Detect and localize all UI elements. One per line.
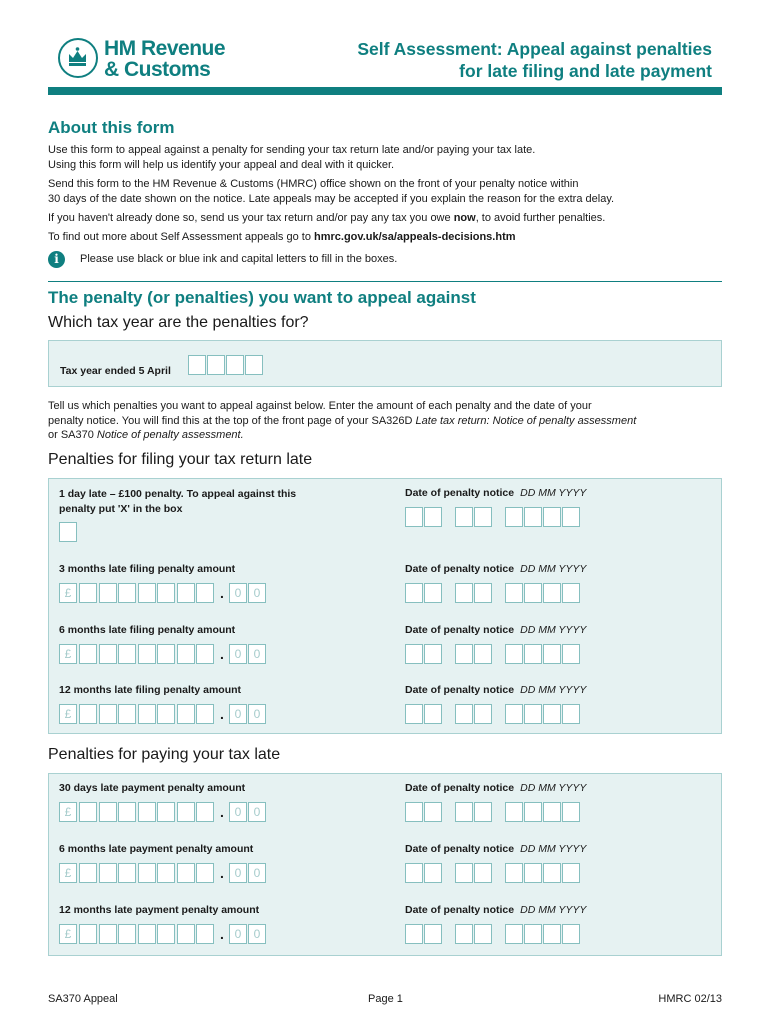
payment-6m-date-digit-7[interactable] bbox=[543, 863, 561, 883]
payment-30d-amount-digit-4[interactable] bbox=[138, 802, 156, 822]
footer-form-id: SA370 Appeal bbox=[48, 993, 118, 1005]
form-title-line-2: for late filing and late payment bbox=[459, 61, 712, 81]
payment-30d-pence-2: 0 bbox=[248, 802, 266, 822]
payment-6m-amount-digit-6[interactable] bbox=[177, 863, 195, 883]
about-paragraph-4 bbox=[48, 230, 718, 245]
filing-12m-date-digit-4[interactable] bbox=[474, 704, 492, 724]
penalty-heading: The penalty (or penalties) you want to appeal against bbox=[48, 288, 476, 307]
filing-12m-date-digit-3[interactable] bbox=[455, 704, 473, 724]
logo-line-2: & Customs bbox=[104, 58, 211, 81]
payment-12m-date-digit-4[interactable] bbox=[474, 924, 492, 944]
intro-line-3 bbox=[48, 428, 718, 443]
payment-12m-date-digit-1[interactable] bbox=[405, 924, 423, 944]
form-title-line-1: Self Assessment: Appeal against penalties bbox=[357, 39, 712, 59]
payment-12m-date-label bbox=[405, 904, 586, 916]
payment-12m-date-digit-5[interactable] bbox=[505, 924, 523, 944]
payment-6m-date-label-text: Date of penalty notice bbox=[405, 843, 515, 855]
footer-page-number: Page 1 bbox=[368, 993, 403, 1005]
payment-30d-label: 30 days late payment penalty amount bbox=[59, 782, 246, 794]
payment-30d-date-digit-7[interactable] bbox=[543, 802, 561, 822]
payment-12m-date-digit-6[interactable] bbox=[524, 924, 542, 944]
about-p2-line-2: 30 days of the date shown on the notice. Late appeals may be accepted if you explain the reason for the extra delay. bbox=[48, 192, 615, 205]
filing-6m-pence-2: 0 bbox=[248, 644, 266, 664]
payment-6m-amount-digit-3[interactable] bbox=[118, 863, 136, 883]
payment-12m-date-digit-2[interactable] bbox=[424, 924, 442, 944]
filing-6m-amount-digit-3[interactable] bbox=[118, 644, 136, 664]
payment-6m-date-digit-8[interactable] bbox=[562, 863, 580, 883]
filing-6m-currency-box: £ bbox=[59, 644, 77, 664]
payment-30d-pence-1: 0 bbox=[229, 802, 247, 822]
payment-12m-amount-digit-6[interactable] bbox=[177, 924, 195, 944]
payment-6m-date-digit-2[interactable] bbox=[424, 863, 442, 883]
payment-6m-amount-digit-1[interactable] bbox=[79, 863, 97, 883]
about-p3-tail: , to avoid further penalties. bbox=[475, 212, 606, 224]
payment-12m-amount-digit-5[interactable] bbox=[157, 924, 175, 944]
payment-30d-date-digit-8[interactable] bbox=[562, 802, 580, 822]
tax-year-digit-1[interactable] bbox=[188, 355, 206, 375]
filing-3m-amount-digit-2[interactable] bbox=[99, 583, 117, 603]
one-day-date-format: DD MM YYYY bbox=[520, 487, 587, 499]
filing-3m-pence-2: 0 bbox=[248, 583, 266, 603]
payment-30d-date-digit-4[interactable] bbox=[474, 802, 492, 822]
about-p3-text: If you haven't already done so, send us your tax return and/or pay any tax you owe bbox=[48, 212, 454, 224]
filing-heading: Penalties for filing your tax return late bbox=[48, 451, 313, 468]
intro-line-2-italic: Late tax return: Notice of penalty assessment bbox=[415, 414, 637, 427]
filing-12m-amount-digit-2[interactable] bbox=[99, 704, 117, 724]
filing-3m-date-digit-3[interactable] bbox=[455, 583, 473, 603]
one-day-date-digit-2[interactable] bbox=[424, 507, 442, 527]
one-day-date-digit-3[interactable] bbox=[455, 507, 473, 527]
appeals-link[interactable]: hmrc.gov.uk/sa/appeals-decisions.htm bbox=[314, 231, 516, 243]
filing-6m-date-digit-6[interactable] bbox=[524, 644, 542, 664]
payment-6m-decimal-point: . bbox=[220, 865, 224, 881]
payment-6m-date-digit-4[interactable] bbox=[474, 863, 492, 883]
payment-12m-label: 12 months late payment penalty amount bbox=[59, 904, 260, 916]
filing-3m-decimal-point: . bbox=[220, 585, 224, 601]
filing-12m-date-digit-7[interactable] bbox=[543, 704, 561, 724]
one-day-checkbox[interactable] bbox=[59, 522, 77, 542]
one-day-date-label-text: Date of penalty notice bbox=[405, 487, 515, 499]
filing-12m-date-digit-6[interactable] bbox=[524, 704, 542, 724]
payment-30d-amount-digit-2[interactable] bbox=[99, 802, 117, 822]
filing-12m-amount-digit-7[interactable] bbox=[196, 704, 214, 724]
filing-3m-date-digit-5[interactable] bbox=[505, 583, 523, 603]
filing-12m-currency-box: £ bbox=[59, 704, 77, 724]
filing-3m-amount-digit-4[interactable] bbox=[138, 583, 156, 603]
one-day-date-digit-8[interactable] bbox=[562, 507, 580, 527]
about-p1-line-2: Using this form will help us identify your appeal and deal with it quicker. bbox=[48, 158, 395, 171]
payment-6m-amount-digit-4[interactable] bbox=[138, 863, 156, 883]
payment-12m-currency-box: £ bbox=[59, 924, 77, 944]
filing-3m-date-digit-8[interactable] bbox=[562, 583, 580, 603]
payment-6m-pence-2: 0 bbox=[248, 863, 266, 883]
filing-3m-pence-1: 0 bbox=[229, 583, 247, 603]
filing-12m-amount-digit-5[interactable] bbox=[157, 704, 175, 724]
payment-30d-amount-digit-3[interactable] bbox=[118, 802, 136, 822]
about-p2-line-1: Send this form to the HM Revenue & Customs (HMRC) office shown on the front of your penalty notice within bbox=[48, 178, 579, 190]
filing-6m-amount-digit-6[interactable] bbox=[177, 644, 195, 664]
tax-year-digit-3[interactable] bbox=[226, 355, 244, 375]
intro-line-3-text: or SA370 bbox=[48, 429, 97, 441]
payment-12m-pence-1: 0 bbox=[229, 924, 247, 944]
logo-wordmark bbox=[104, 38, 225, 80]
filing-3m-amount-digit-6[interactable] bbox=[177, 583, 195, 603]
one-day-date-digit-7[interactable] bbox=[543, 507, 561, 527]
filing-12m-decimal-point: . bbox=[220, 706, 224, 722]
filing-12m-label: 12 months late filing penalty amount bbox=[59, 684, 242, 696]
about-p4-text: To find out more about Self Assessment appeals go to bbox=[48, 231, 314, 243]
payment-12m-amount-digit-4[interactable] bbox=[138, 924, 156, 944]
tax-year-panel bbox=[48, 340, 722, 387]
filing-3m-amount-digit-3[interactable] bbox=[118, 583, 136, 603]
ink-instruction: Please use black or blue ink and capital letters to fill in the boxes. bbox=[80, 253, 398, 265]
filing-3m-currency-box: £ bbox=[59, 583, 77, 603]
intro-line-2 bbox=[48, 414, 718, 429]
filing-6m-date-digit-4[interactable] bbox=[474, 644, 492, 664]
filing-12m-date-format: DD MM YYYY bbox=[520, 684, 587, 696]
payment-6m-date-digit-3[interactable] bbox=[455, 863, 473, 883]
payment-12m-amount-digit-3[interactable] bbox=[118, 924, 136, 944]
filing-6m-date-digit-1[interactable] bbox=[405, 644, 423, 664]
filing-3m-amount-digit-1[interactable] bbox=[79, 583, 97, 603]
filing-6m-amount-digit-7[interactable] bbox=[196, 644, 214, 664]
payment-12m-amount-digit-7[interactable] bbox=[196, 924, 214, 944]
one-day-date-digit-4[interactable] bbox=[474, 507, 492, 527]
filing-3m-date-label bbox=[405, 563, 586, 575]
filing-6m-date-digit-3[interactable] bbox=[455, 644, 473, 664]
payment-12m-date-format: DD MM YYYY bbox=[520, 904, 587, 916]
payment-30d-date-digit-2[interactable] bbox=[424, 802, 442, 822]
payment-12m-decimal-point: . bbox=[220, 926, 224, 942]
filing-12m-date-digit-1[interactable] bbox=[405, 704, 423, 724]
payment-30d-decimal-point: . bbox=[220, 804, 224, 820]
intro-line-2-text: penalty notice. You will find this at the top of the front page of your SA326D bbox=[48, 414, 416, 427]
filing-3m-date-digit-7[interactable] bbox=[543, 583, 561, 603]
one-day-label-line-2: penalty put 'X' in the box bbox=[59, 503, 183, 515]
filing-3m-label: 3 months late filing penalty amount bbox=[59, 563, 236, 575]
payment-30d-date-label-text: Date of penalty notice bbox=[405, 782, 515, 794]
one-day-date-digit-1[interactable] bbox=[405, 507, 423, 527]
section-rule bbox=[48, 281, 722, 282]
payment-12m-pence-2: 0 bbox=[248, 924, 266, 944]
payment-6m-label: 6 months late payment penalty amount bbox=[59, 843, 254, 855]
filing-3m-date-label-text: Date of penalty notice bbox=[405, 563, 515, 575]
payment-6m-pence-1: 0 bbox=[229, 863, 247, 883]
payment-30d-currency-box: £ bbox=[59, 802, 77, 822]
payment-12m-date-digit-8[interactable] bbox=[562, 924, 580, 944]
form-title bbox=[357, 38, 712, 82]
filing-3m-date-digit-6[interactable] bbox=[524, 583, 542, 603]
filing-3m-date-digit-1[interactable] bbox=[405, 583, 423, 603]
filing-12m-date-digit-2[interactable] bbox=[424, 704, 442, 724]
info-icon: i bbox=[48, 251, 65, 268]
about-paragraph-3 bbox=[48, 211, 718, 226]
filing-6m-date-digit-8[interactable] bbox=[562, 644, 580, 664]
payment-6m-date-digit-6[interactable] bbox=[524, 863, 542, 883]
logo-line-1: HM Revenue bbox=[104, 37, 226, 60]
payment-12m-date-digit-3[interactable] bbox=[455, 924, 473, 944]
one-day-date-label bbox=[405, 487, 586, 499]
payment-12m-amount-digit-2[interactable] bbox=[99, 924, 117, 944]
filing-6m-date-label-text: Date of penalty notice bbox=[405, 624, 515, 636]
filing-3m-date-format: DD MM YYYY bbox=[520, 563, 587, 575]
filing-6m-date-label bbox=[405, 624, 586, 636]
payment-30d-date-digit-6[interactable] bbox=[524, 802, 542, 822]
filing-12m-amount-digit-3[interactable] bbox=[118, 704, 136, 724]
payment-6m-amount-digit-7[interactable] bbox=[196, 863, 214, 883]
filing-6m-label: 6 months late filing penalty amount bbox=[59, 624, 236, 636]
one-day-label-line-1: 1 day late – £100 penalty. To appeal against this bbox=[59, 488, 297, 500]
hmrc-logo bbox=[58, 38, 238, 82]
payment-6m-date-digit-1[interactable] bbox=[405, 863, 423, 883]
filing-6m-date-digit-2[interactable] bbox=[424, 644, 442, 664]
filing-12m-amount-digit-6[interactable] bbox=[177, 704, 195, 724]
filing-3m-date-digit-4[interactable] bbox=[474, 583, 492, 603]
filing-12m-date-digit-8[interactable] bbox=[562, 704, 580, 724]
payment-30d-amount-digit-7[interactable] bbox=[196, 802, 214, 822]
filing-12m-date-label bbox=[405, 684, 586, 696]
payment-30d-amount-digit-5[interactable] bbox=[157, 802, 175, 822]
filing-12m-pence-2: 0 bbox=[248, 704, 266, 724]
payment-6m-currency-box: £ bbox=[59, 863, 77, 883]
intro-line-1: Tell us which penalties you want to appeal against below. Enter the amount of each penalty and the date of your bbox=[48, 400, 592, 412]
payment-12m-date-label-text: Date of penalty notice bbox=[405, 904, 515, 916]
one-day-label bbox=[59, 487, 296, 517]
penalty-intro bbox=[48, 399, 718, 443]
filing-3m-date-digit-2[interactable] bbox=[424, 583, 442, 603]
payment-6m-date-format: DD MM YYYY bbox=[520, 843, 587, 855]
tax-year-digit-4[interactable] bbox=[245, 355, 263, 375]
header-rule bbox=[48, 87, 722, 95]
filing-6m-decimal-point: . bbox=[220, 646, 224, 662]
filing-12m-date-digit-5[interactable] bbox=[505, 704, 523, 724]
filing-12m-date-label-text: Date of penalty notice bbox=[405, 684, 515, 696]
filing-12m-pence-1: 0 bbox=[229, 704, 247, 724]
payment-6m-amount-digit-5[interactable] bbox=[157, 863, 175, 883]
filing-6m-date-digit-5[interactable] bbox=[505, 644, 523, 664]
filing-6m-amount-digit-2[interactable] bbox=[99, 644, 117, 664]
payment-12m-date-digit-7[interactable] bbox=[543, 924, 561, 944]
tax-year-question: Which tax year are the penalties for? bbox=[48, 314, 309, 331]
about-paragraph-2 bbox=[48, 177, 718, 206]
payment-6m-amount-digit-2[interactable] bbox=[99, 863, 117, 883]
payment-30d-date-label bbox=[405, 782, 586, 794]
about-p3-bold: now bbox=[453, 212, 476, 224]
payment-30d-date-format: DD MM YYYY bbox=[520, 782, 587, 794]
intro-line-3-italic: Notice of penalty assessment. bbox=[96, 429, 244, 441]
filing-6m-amount-digit-1[interactable] bbox=[79, 644, 97, 664]
filing-6m-amount-digit-5[interactable] bbox=[157, 644, 175, 664]
about-heading: About this form bbox=[48, 118, 175, 137]
filing-12m-amount-digit-1[interactable] bbox=[79, 704, 97, 724]
tax-year-label: Tax year ended 5 April bbox=[60, 365, 171, 377]
footer-version: HMRC 02/13 bbox=[658, 993, 722, 1005]
filing-6m-pence-1: 0 bbox=[229, 644, 247, 664]
payment-30d-date-digit-5[interactable] bbox=[505, 802, 523, 822]
payment-30d-date-digit-1[interactable] bbox=[405, 802, 423, 822]
payment-12m-amount-digit-1[interactable] bbox=[79, 924, 97, 944]
filing-6m-date-digit-7[interactable] bbox=[543, 644, 561, 664]
payment-30d-amount-digit-6[interactable] bbox=[177, 802, 195, 822]
one-day-date-digit-6[interactable] bbox=[524, 507, 542, 527]
payment-6m-date-label bbox=[405, 843, 586, 855]
payment-heading: Penalties for paying your tax late bbox=[48, 746, 281, 763]
payment-30d-amount-digit-1[interactable] bbox=[79, 802, 97, 822]
filing-6m-date-format: DD MM YYYY bbox=[520, 624, 587, 636]
about-p1-line-1: Use this form to appeal against a penalty for sending your tax return late and/or paying your tax late. bbox=[48, 144, 536, 156]
about-paragraph-1 bbox=[48, 143, 718, 172]
crown-crest-icon bbox=[58, 38, 98, 78]
tax-year-digit-2[interactable] bbox=[207, 355, 225, 375]
filing-3m-amount-digit-5[interactable] bbox=[157, 583, 175, 603]
filing-3m-amount-digit-7[interactable] bbox=[196, 583, 214, 603]
payment-30d-date-digit-3[interactable] bbox=[455, 802, 473, 822]
filing-6m-amount-digit-4[interactable] bbox=[138, 644, 156, 664]
one-day-date-digit-5[interactable] bbox=[505, 507, 523, 527]
payment-6m-date-digit-5[interactable] bbox=[505, 863, 523, 883]
filing-12m-amount-digit-4[interactable] bbox=[138, 704, 156, 724]
